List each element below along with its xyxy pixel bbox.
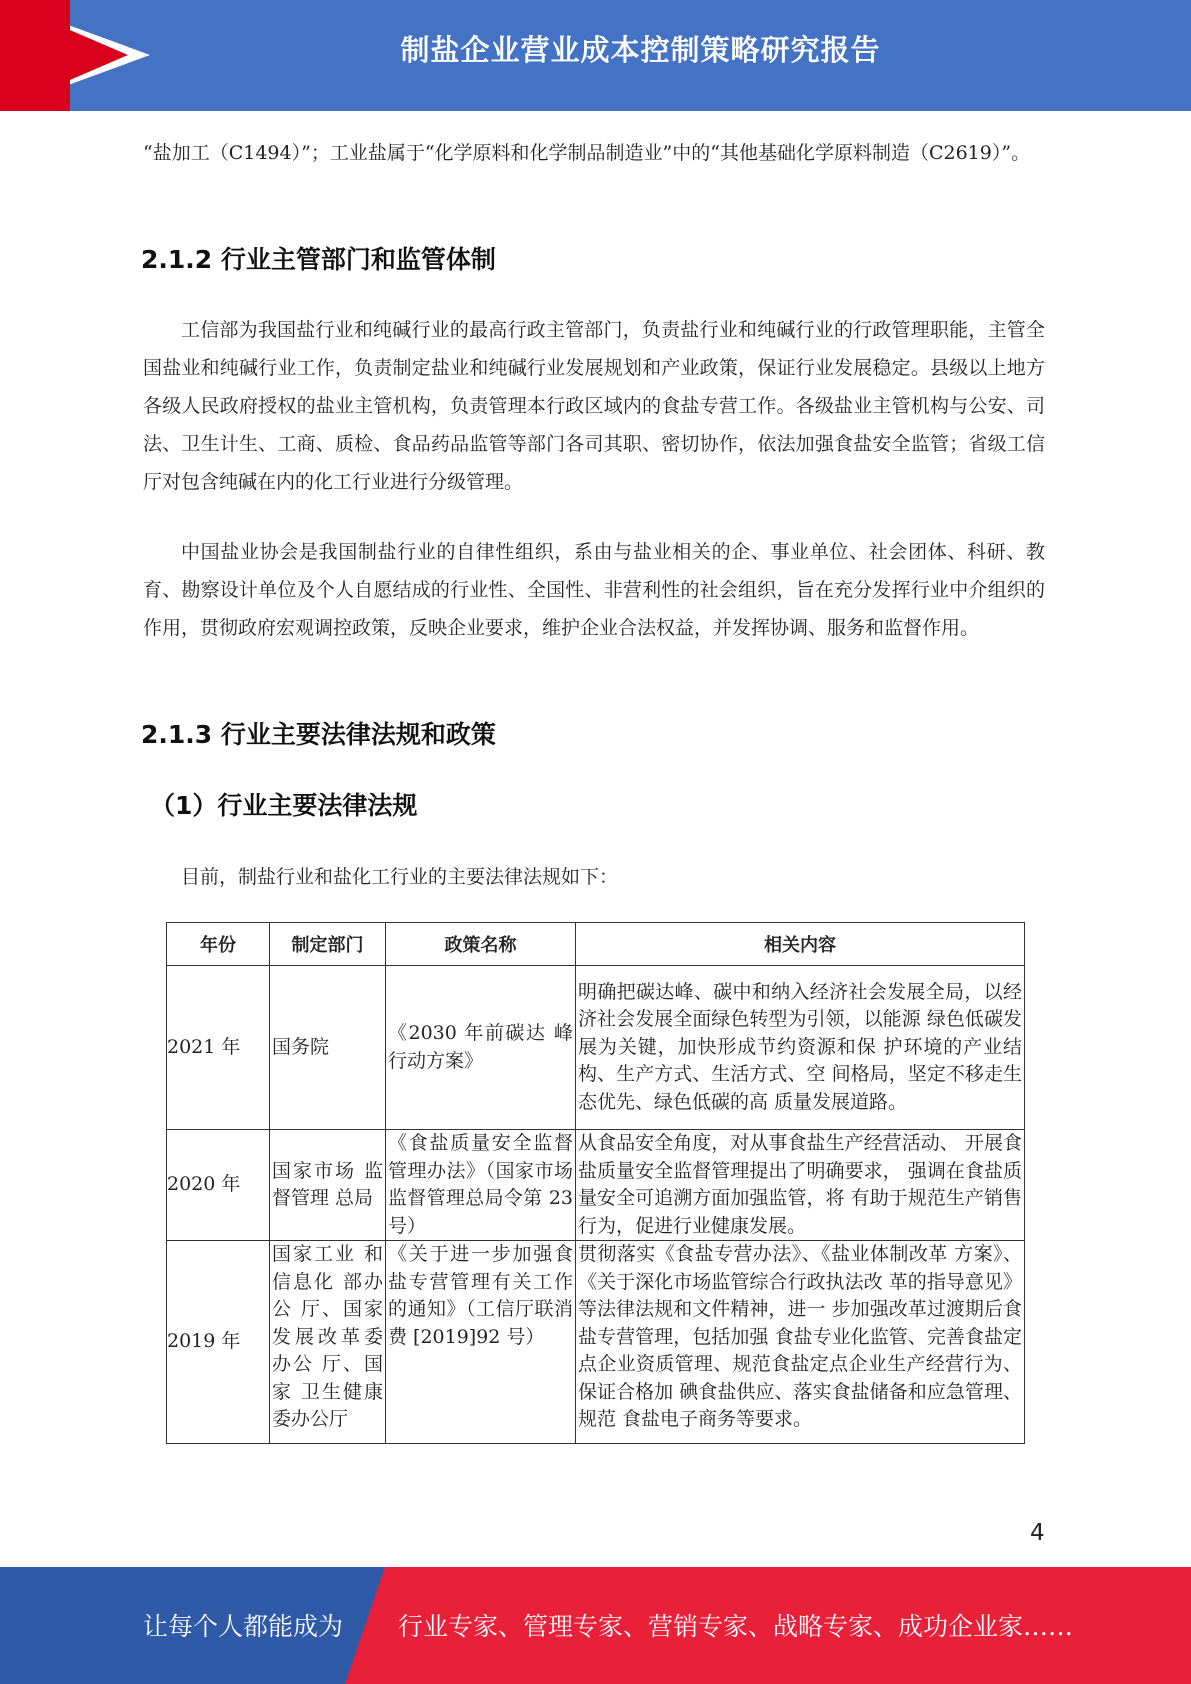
cell-year: 2019 年 <box>167 1241 270 1444</box>
paragraph-regulator: 工信部为我国盐行业和纯碱行业的最高行政主管部门，负责盐行业和纯碱行业的行政管理职能，主管全国盐业和纯碱行业工作，负责制定盐业和纯碱行业发展规划和产业政策，保证行业发展稳定。县级以上地方各级人民政府授权的盐业主管机构，负责管理本行政区域内的食盐专营工作。各级盐业主管机构与公安、司法、卫生计生、工商、质检、食品药品监管等部门各司其职、密切协作，依法加强食盐安全监管；省级工信厅对包含纯碱在内的化工行业进行分级管理。 <box>143 319 1045 493</box>
cell-department: 国家工业 和信息化 部办公 厅、国家发展改革委办公 厅、国家 卫生健康委办公厅 <box>270 1241 386 1444</box>
cell-content: 从食品安全角度，对从事食盐生产经营活动、 开展食盐质量安全监督管理提出了明确要求， 强调在食盐质量安全可追溯方面加强监管，将 有助于规范生产销售行为，促进行业健康发展。 <box>576 1130 1025 1241</box>
header-year: 年份 <box>167 923 270 966</box>
header-banner <box>0 0 1191 111</box>
table-row <box>167 1241 1025 1444</box>
cell-policy: 《2030 年前碳达 峰行动方案》 <box>386 966 576 1130</box>
cell-department: 国务院 <box>270 966 386 1130</box>
footer-slogan-left: 让每个人都能成为 <box>143 1612 344 1641</box>
header-department: 制定部门 <box>270 923 386 966</box>
paragraph-salt-association: 中国盐业协会是我国制盐行业的自律性组织，系由与盐业相关的企、事业单位、社会团体、科研、教育、勘察设计单位及个人自愿结成的行业性、全国性、非营利性的社会组织，旨在充分发挥行业中介组织的作用，贯彻政府宏观调控政策，反映企业要求，维护企业合法权益，并发挥协调、服务和监督作用。 <box>143 541 1045 639</box>
cell-content: 明确把碳达峰、碳中和纳入经济社会发展全局，以经济社会发展全面绿色转型为引领，以能源 绿色低碳发展为关键，加快形成节约资源和保 护环境的产业结构、生产方式、生活方式、空 间格局，坚定不移走生态优先、绿色低碳的高 质量发展道路。 <box>576 966 1025 1130</box>
laws-table <box>166 922 1025 1444</box>
cell-year: 2020 年 <box>167 1130 270 1241</box>
header-policy-name: 政策名称 <box>386 923 576 966</box>
table-header-row <box>167 923 1025 966</box>
cell-policy: 《关于进一步加强食盐专营管理有关工作的通知》（工信厅联消费 [2019]92 号） <box>386 1241 576 1444</box>
intro-paragraph: “盐加工（C1494）”；工业盐属于“化学原料和化学制品制造业”中的“其他基础化学原料制造（C2619）”。 <box>143 142 1031 164</box>
section-heading-2-1-2: 2.1.2 行业主管部门和监管体制 <box>141 245 496 274</box>
table-row <box>167 1130 1025 1241</box>
report-title: 制盐企业营业成本控制策略研究报告 <box>400 33 881 67</box>
section-heading-2-1-3: 2.1.3 行业主要法律法规和政策 <box>141 720 496 749</box>
cell-content-text: 贯彻落实《食盐专营办法》、《盐业体制改革 方案》、《关于深化市场监管综合行政执法改 革的指导意见》等法律法规和文件精神，进一 步加强改革过渡期后食盐专营管理，包括加强 食盐专业化监管、完善食盐定点企业资质管理、规范食盐定点企业生产经营行为、保证合格加 碘食盐供应、落实食盐储备和应急管理、规范 食盐电子商务等要求。 <box>578 1243 1022 1430</box>
table-row <box>167 966 1025 1130</box>
cell-department: 国家市场 监督管理 总局 <box>270 1130 386 1241</box>
cell-year: 2021 年 <box>167 966 270 1130</box>
cell-policy: 《食盐质量安全监督管理办法》（国家市场监督管理总局令第 23 号） <box>386 1130 576 1241</box>
footer-banner <box>0 1567 1191 1684</box>
table-intro-text: 目前，制盐行业和盐化工行业的主要法律法规如下： <box>181 866 619 888</box>
header-related-content: 相关内容 <box>576 923 1025 966</box>
footer-slogan-right: 行业专家、管理专家、营销专家、战略专家、成功企业家…… <box>398 1612 1074 1641</box>
footer-blue-slant <box>345 1567 385 1684</box>
page-number: 4 <box>1030 1520 1045 1546</box>
cell-content <box>576 1241 1025 1444</box>
subsection-heading-laws: （1）行业主要法律法规 <box>150 791 418 820</box>
